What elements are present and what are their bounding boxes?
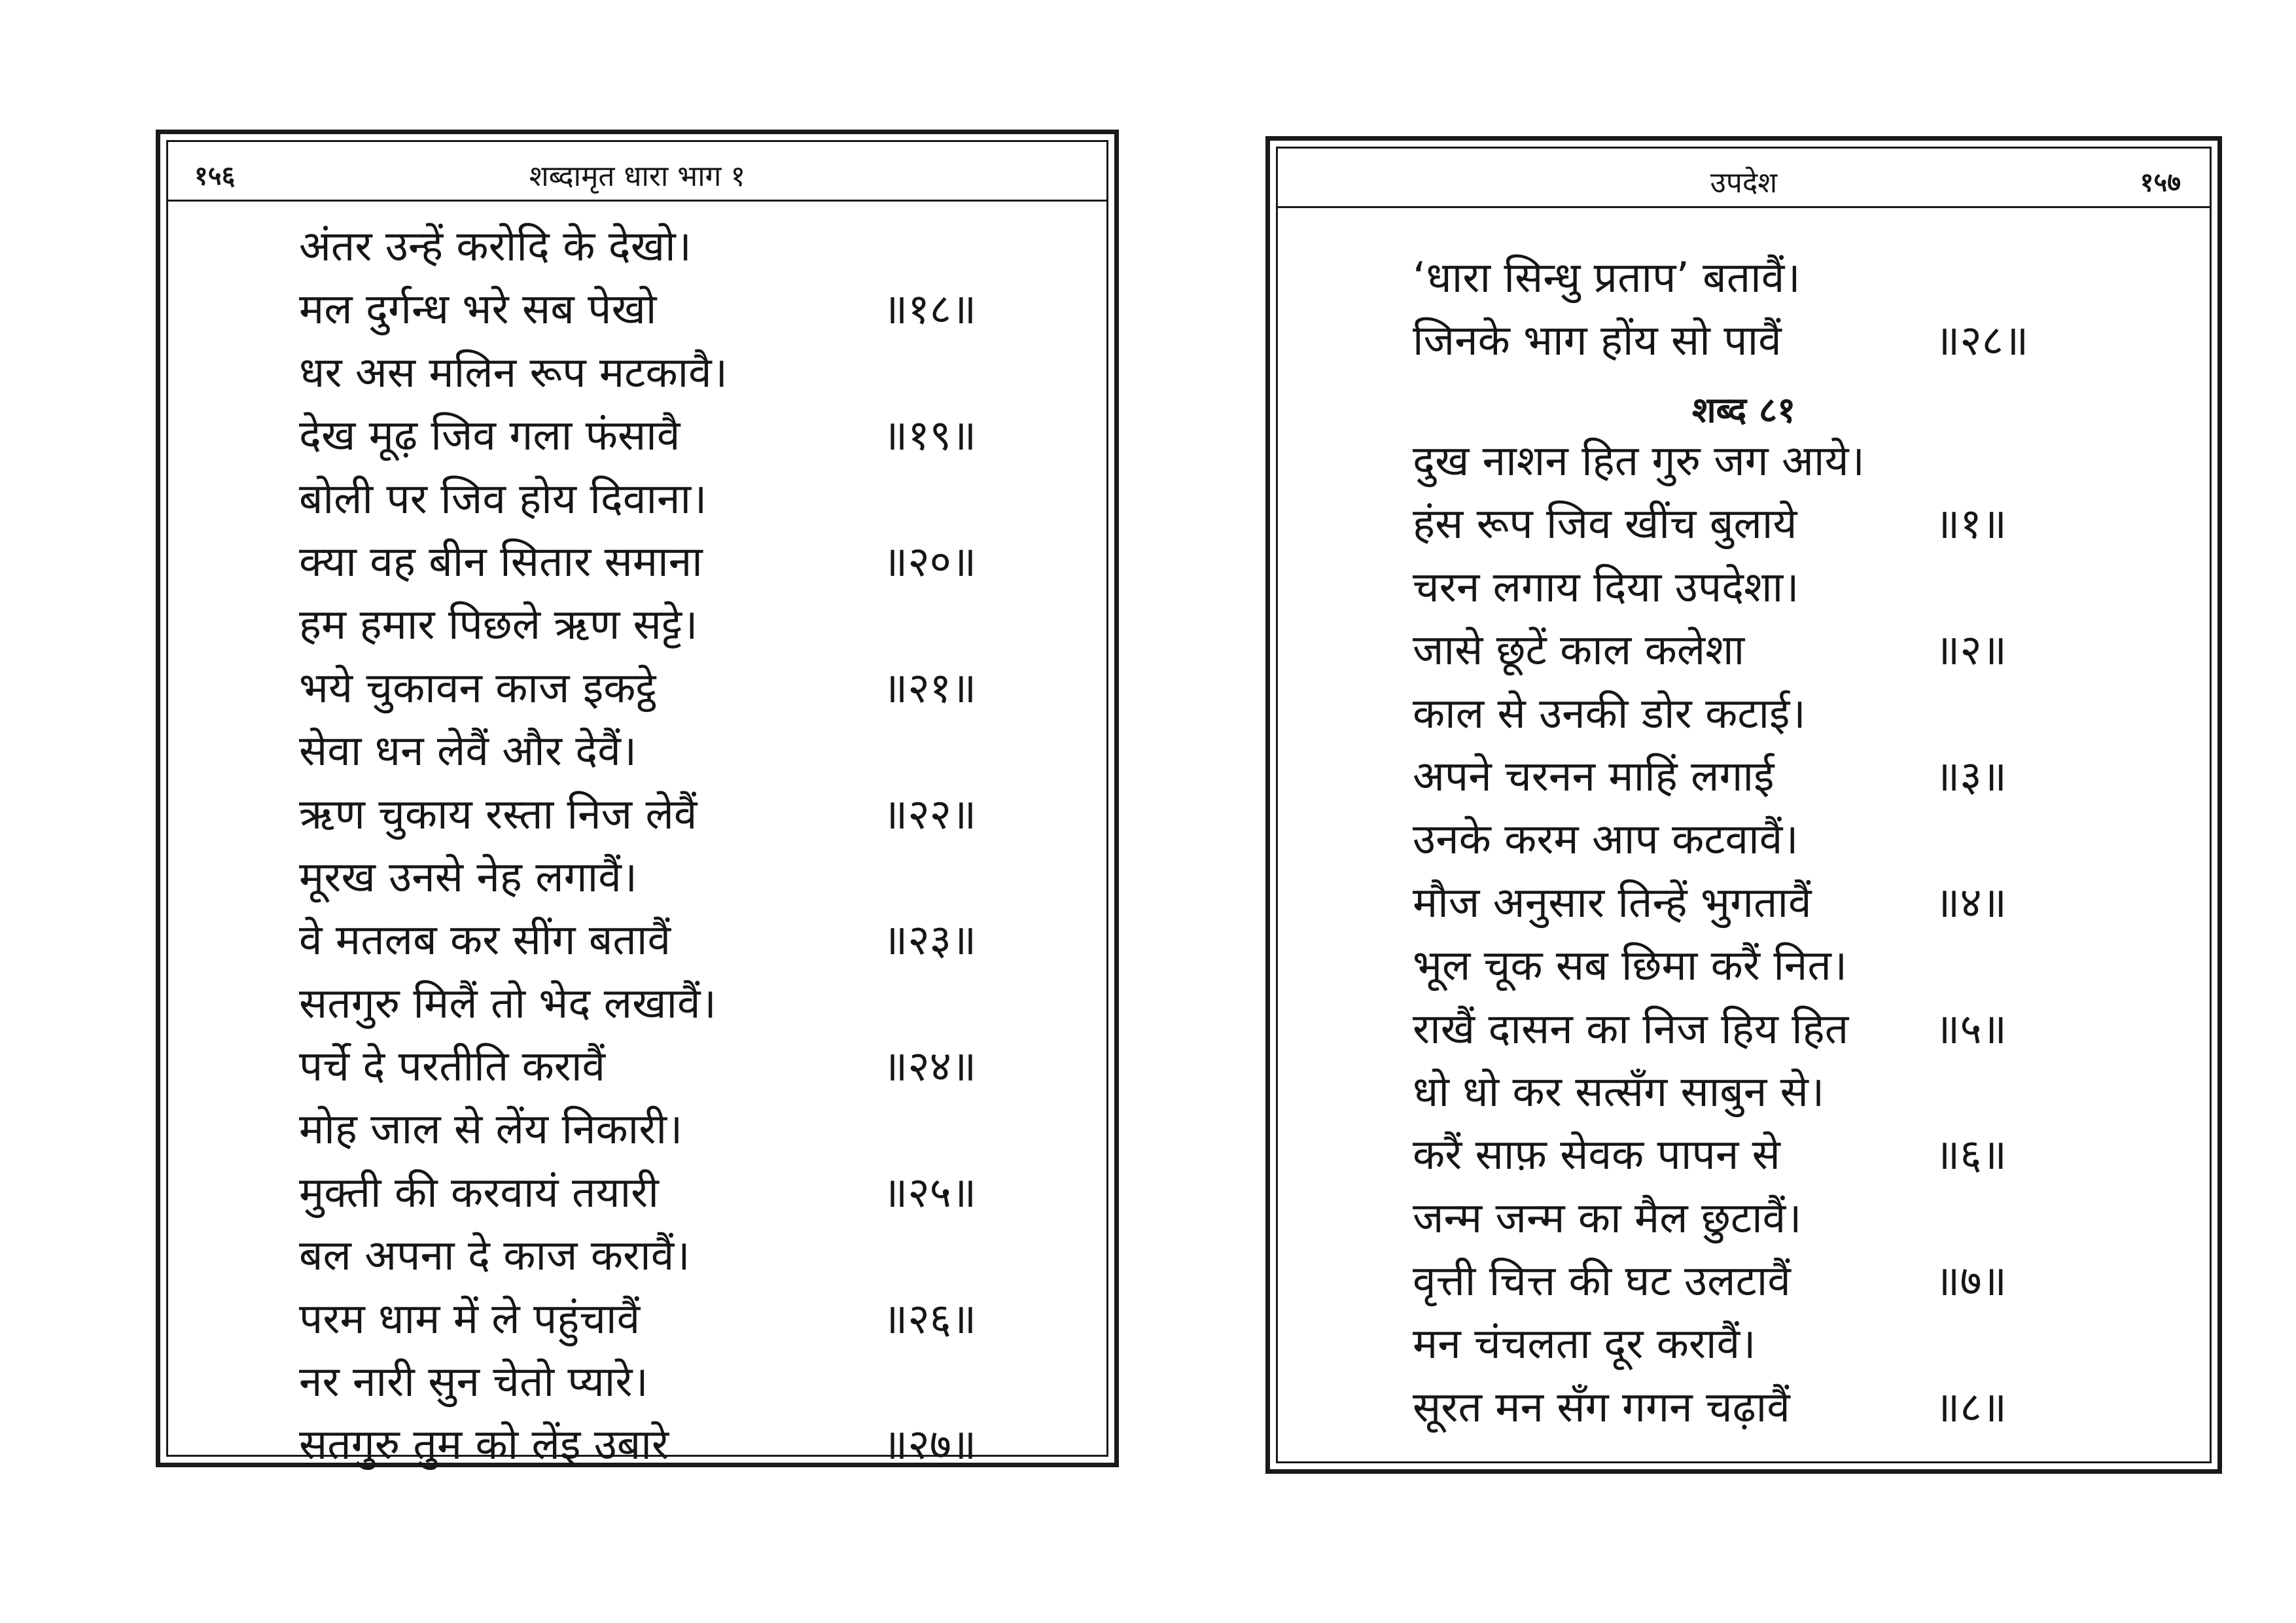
verse-text: दुख नाशन हित गुरु जग आये।: [1413, 437, 1865, 486]
verse-line: [1278, 619, 2210, 682]
verse-line: [1278, 745, 2210, 808]
verse-line: [1278, 1376, 2210, 1439]
verse-text: मन चंचलता दूर करावैं।: [1413, 1320, 1756, 1369]
verse-line: [1278, 556, 2210, 619]
verse-number: ॥५॥: [1935, 1005, 2007, 1054]
left-page-header: [168, 142, 1106, 202]
verse-text: मूरख उनसे नेह लगावैं।: [299, 853, 638, 902]
verse-number: ॥२१॥: [883, 664, 977, 713]
verse-text: हम हमार पिछले ऋण सट्टे।: [299, 601, 698, 650]
verse-number: ॥४॥: [1935, 878, 2007, 927]
verse-line: [1278, 872, 2210, 935]
verse-line: [168, 909, 1106, 972]
right-top-verse-list: [1278, 247, 2210, 373]
verse-line: [168, 404, 1106, 467]
verse-text: धर अस मलिन रूप मटकावै।: [299, 348, 728, 397]
verse-line: [168, 657, 1106, 720]
verse-text: वृत्ती चित्त की घट उलटावैं: [1413, 1257, 1791, 1306]
verse-line: [168, 846, 1106, 909]
verse-line: [1278, 1250, 2210, 1313]
verse-number: ॥१॥: [1935, 500, 2007, 549]
verse-line: [168, 1288, 1106, 1351]
verse-text: हंस रूप जिव खींच बुलाये: [1413, 500, 1797, 549]
verse-line: [1278, 1061, 2210, 1124]
verse-number: ॥१८॥: [883, 285, 977, 334]
verse-number: ॥१९॥: [883, 412, 977, 461]
verse-number: ॥६॥: [1935, 1131, 2007, 1180]
verse-line: [168, 1162, 1106, 1224]
verse-text: ‘धारा सिन्धु प्रताप’ बतावैं।: [1413, 254, 1801, 302]
left-page-number: १५६: [194, 161, 236, 191]
verse-line: [168, 783, 1106, 846]
verse-line: [168, 1224, 1106, 1287]
verse-line: [168, 342, 1106, 404]
verse-number: ॥२॥: [1935, 626, 2007, 675]
verse-text: सूरत मन सँग गगन चढ़ावैं: [1413, 1383, 1790, 1432]
verse-number: ॥२२॥: [883, 790, 977, 839]
verse-text: अंतर उन्हें करोदि के देखो।: [299, 223, 692, 271]
verse-text: बोली पर जिव होय दिवाना।: [299, 474, 707, 524]
verse-line: [1278, 1313, 2210, 1376]
verse-number: ॥२३॥: [883, 916, 977, 965]
verse-text: बल अपना दे काज करावैं।: [299, 1232, 690, 1281]
verse-number: ॥७॥: [1935, 1257, 2007, 1306]
verse-line: [1278, 935, 2210, 997]
right-verse-list: [1278, 430, 2210, 1439]
left-verse-list: [168, 215, 1106, 1477]
verse-text: मोह जाल से लेंय निकारी।: [299, 1105, 683, 1154]
verse-line: [168, 1035, 1106, 1098]
verse-line: [168, 468, 1106, 531]
verse-text: ऋण चुकाय रस्ता निज लेवैं: [299, 790, 698, 839]
verse-line: [1278, 1124, 2210, 1186]
verse-text: पर्चे दे परतीति करावैं: [299, 1043, 606, 1092]
verse-text: मौज अनुसार तिन्हें भुगतावैं: [1413, 878, 1812, 927]
verse-text: धो धो कर सत्सँग साबुन से।: [1413, 1067, 1825, 1116]
verse-text: सतगुरु मिलैं तो भेद लखावैं।: [299, 979, 716, 1028]
verse-line: [1278, 1187, 2210, 1250]
verse-number: ॥२५॥: [883, 1168, 977, 1217]
verse-line: [1278, 998, 2210, 1061]
verse-text: नर नारी सुन चेतो प्यारे।: [299, 1358, 648, 1407]
verse-line: [1278, 430, 2210, 493]
right-page-header: [1278, 149, 2210, 208]
verse-number: ॥३॥: [1935, 752, 2007, 801]
verse-line: [1278, 310, 2210, 372]
right-book-page: [1265, 136, 2222, 1474]
verse-number: ॥८॥: [1935, 1383, 2007, 1432]
verse-line: [168, 720, 1106, 783]
verse-line: [168, 215, 1106, 278]
verse-number: ॥२७॥: [883, 1421, 977, 1470]
verse-number: ॥२६॥: [883, 1294, 977, 1344]
verse-line: [1278, 808, 2210, 871]
verse-text: जिनके भाग होंय सो पावैं: [1413, 317, 1782, 366]
right-page-number: १५७: [2140, 168, 2181, 198]
right-page-frame: [1276, 147, 2212, 1463]
verse-number: ॥२८॥: [1935, 317, 2029, 366]
verse-text: मुक्ती की करवायं तयारी: [299, 1168, 659, 1217]
left-running-title: शब्दामृत धारा भाग १: [529, 160, 746, 193]
verse-line: [168, 1098, 1106, 1161]
left-page-frame: [166, 140, 1108, 1470]
verse-line: [168, 594, 1106, 656]
verse-text: सतगुरु तुम को लेंइ उबारे: [299, 1421, 669, 1470]
verse-text: देख मूढ़ जिव गला फंसावै: [299, 412, 680, 461]
verse-text: परम धाम में ले पहुंचावैं: [299, 1294, 641, 1344]
verse-line: [1278, 683, 2210, 745]
verse-text: अपने चरनन माहिं लगाई: [1413, 752, 1775, 801]
verse-line: [1278, 493, 2210, 556]
verse-text: सेवा धन लेवैं और देवैं।: [299, 727, 637, 776]
verse-text: उनके करम आप कटवावैं।: [1413, 815, 1799, 865]
verse-line: [168, 531, 1106, 594]
right-running-title: उपदेश: [1710, 166, 1778, 200]
verse-line: [168, 972, 1106, 1035]
section-heading: शब्द ८१: [1691, 389, 1796, 431]
verse-line: [1278, 247, 2210, 310]
verse-text: वे मतलब कर सींग बतावैं: [299, 916, 671, 965]
verse-text: भये चुकावन काज इकट्ठे: [299, 664, 656, 713]
verse-number: ॥२४॥: [883, 1043, 977, 1092]
verse-line: [168, 278, 1106, 341]
verse-number: ॥२०॥: [883, 537, 977, 586]
verse-line: [168, 1351, 1106, 1414]
verse-text: राखैं दासन का निज हिय हित: [1413, 1005, 1849, 1054]
left-book-page: [156, 130, 1119, 1470]
verse-text: काल से उनकी डोर कटाई।: [1413, 689, 1806, 738]
verse-text: जासे छूटें काल कलेशा: [1413, 626, 1745, 675]
verse-text: मल दुर्गन्ध भरे सब पेखो: [299, 285, 657, 334]
verse-text: करैं साफ़ सेवक पापन से: [1413, 1131, 1780, 1180]
verse-line: [168, 1414, 1106, 1476]
verse-text: क्या वह बीन सितार समाना: [299, 537, 703, 586]
verse-text: चरन लगाय दिया उपदेशा।: [1413, 563, 1799, 612]
verse-text: भूल चूक सब छिमा करैं नित।: [1413, 942, 1848, 991]
verse-text: जन्म जन्म का मैल छुटावैं।: [1413, 1194, 1802, 1243]
